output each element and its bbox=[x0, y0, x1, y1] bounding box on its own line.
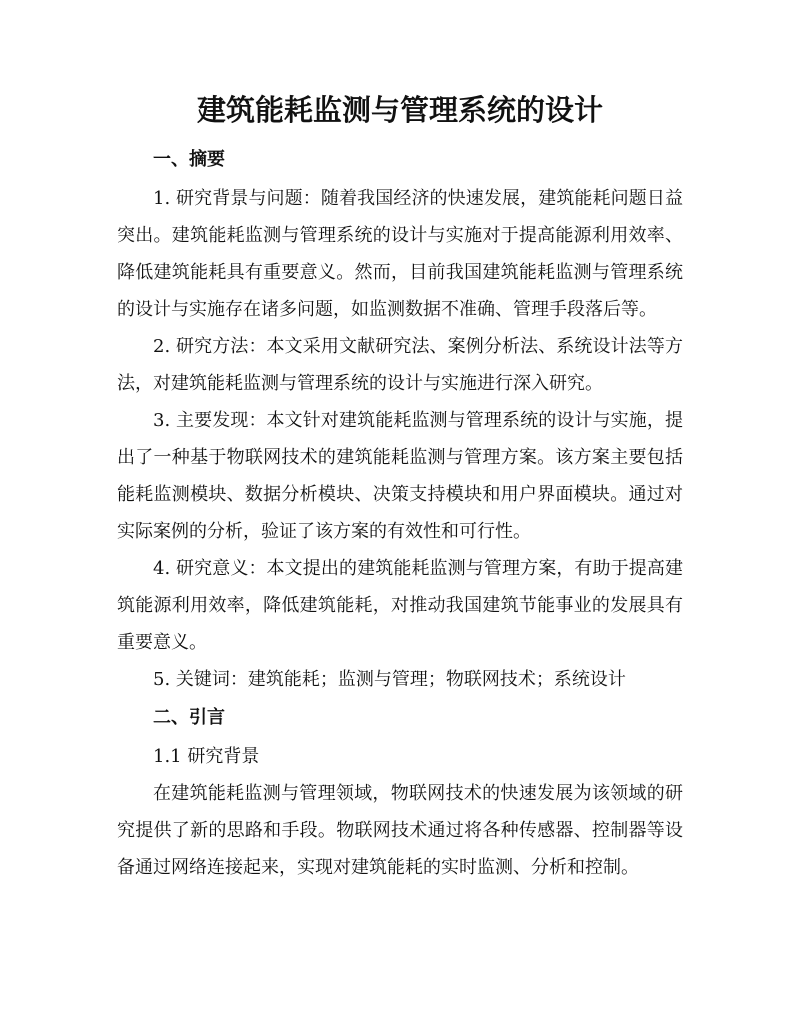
document-body bbox=[117, 140, 683, 886]
abstract-paragraph-method: 2. 研究方法：本文采用文献研究法、案例分析法、系统设计法等方法，对建筑能耗监测与管理系统的设计与实施进行深入研究。 bbox=[117, 336, 683, 394]
abstract-paragraph-significance: 4. 研究意义：本文提出的建筑能耗监测与管理方案，有助于提高建筑能源利用效率，降低建筑能耗，对推动我国建筑节能事业的发展具有重要意义。 bbox=[117, 558, 683, 653]
abstract-paragraph-background: 1. 研究背景与问题：随着我国经济的快速发展，建筑能耗问题日益突出。建筑能耗监测与管理系统的设计与实施对于提高能源利用效率、降低建筑能耗具有重要意义。然而，目前我国建筑能耗监测与管理系统的设计与实施存在诸多问题，如监测数据不准确、管理手段落后等。 bbox=[117, 188, 683, 320]
subsection-heading-background: 1.1 研究背景 bbox=[153, 746, 260, 767]
introduction-paragraph: 在建筑能耗监测与管理领域，物联网技术的快速发展为该领域的研究提供了新的思路和手段。物联网技术通过将各种传感器、控制器等设备通过网络连接起来，实现对建筑能耗的实时监测、分析和控制。 bbox=[117, 783, 683, 878]
section-heading-abstract: 一、摘要 bbox=[153, 149, 225, 170]
abstract-paragraph-findings: 3. 主要发现：本文针对建筑能耗监测与管理系统的设计与实施，提出了一种基于物联网技术的建筑能耗监测与管理方案。该方案主要包括能耗监测模块、数据分析模块、决策支持模块和用户界面模块。通过对实际案例的分析，验证了该方案的有效性和可行性。 bbox=[117, 410, 683, 542]
document-title: 建筑能耗监测与管理系统的设计 bbox=[196, 93, 603, 127]
section-heading-introduction: 二、引言 bbox=[153, 707, 225, 728]
abstract-paragraph-keywords: 5. 关键词：建筑能耗；监测与管理；物联网技术；系统设计 bbox=[153, 669, 626, 690]
